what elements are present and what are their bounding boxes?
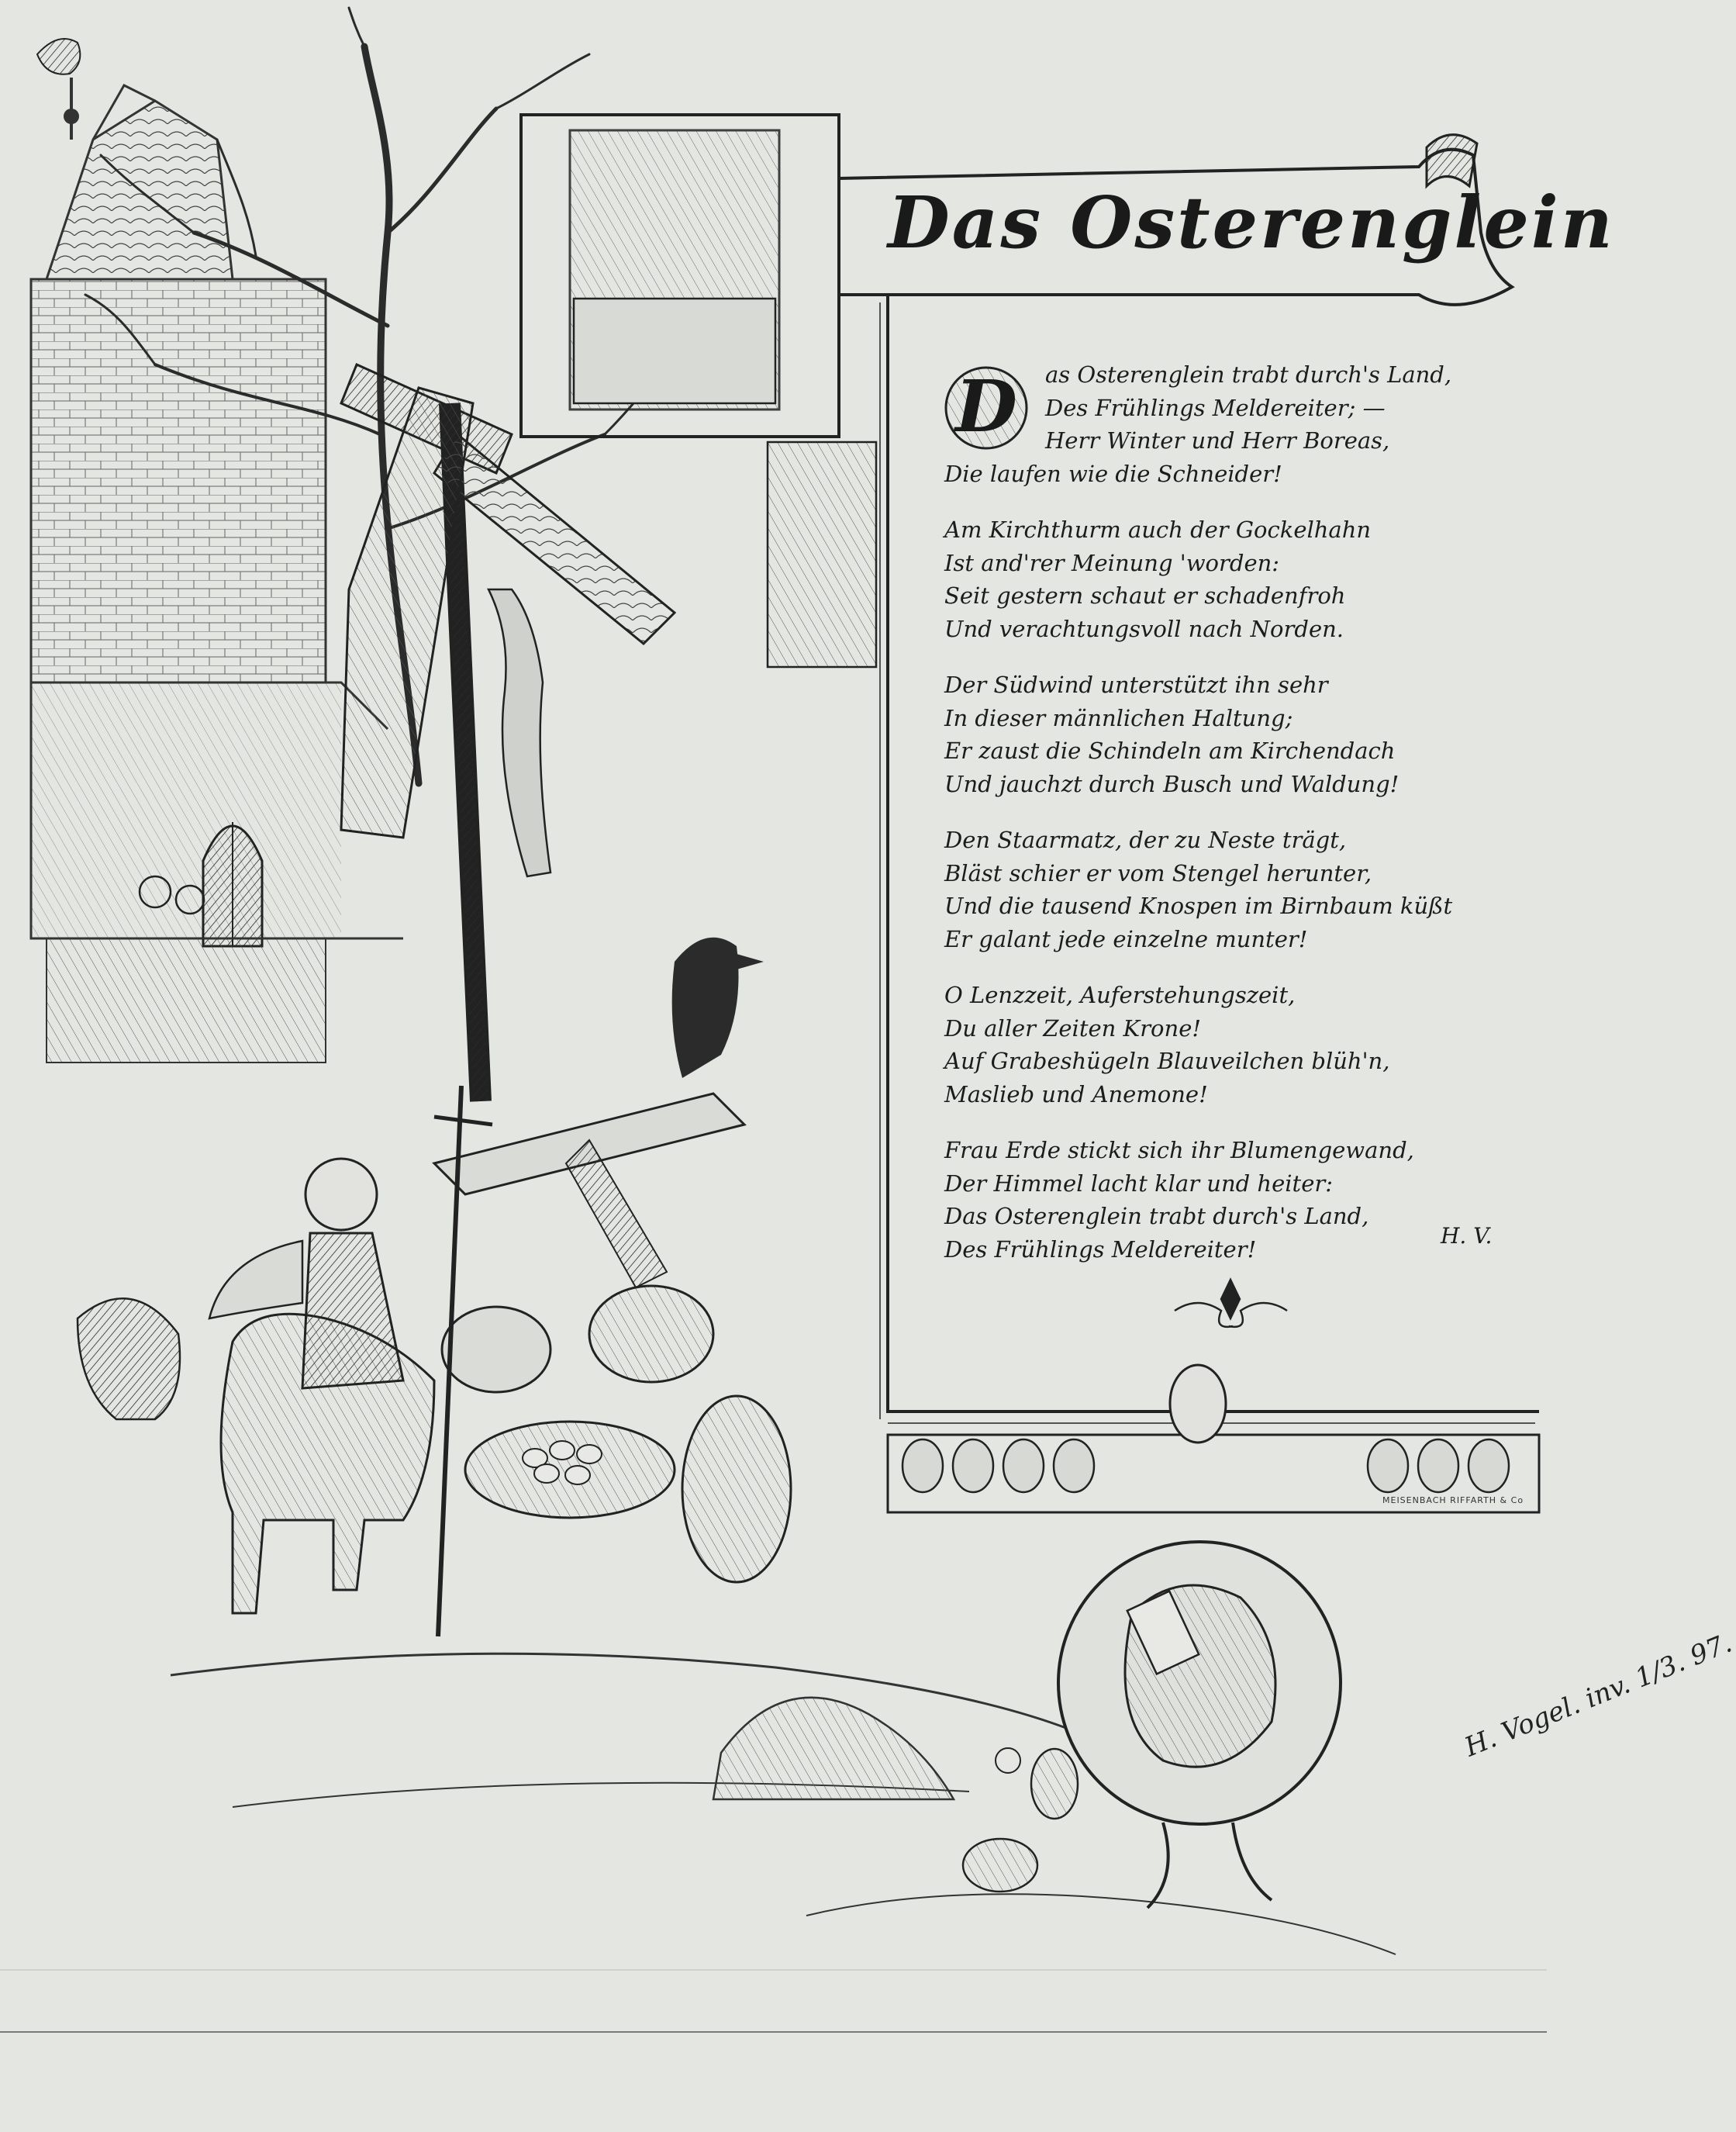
poem-line: Seit gestern schaut er schadenfroh	[944, 582, 1346, 609]
poem-line: Der Himmel lacht klar und heiter:	[944, 1170, 1333, 1197]
drop-cap-letter: D	[955, 365, 1017, 448]
stanza-4	[944, 824, 1487, 955]
poem-line: O Lenzzeit, Auferstehungszeit,	[944, 982, 1296, 1008]
poem-line: Er zaust die Schindeln am Kirchendach	[944, 738, 1396, 764]
poem	[944, 358, 1487, 1289]
drop-cap-ornament	[941, 357, 1031, 459]
poem-line: Ist and'rer Meinung 'worden:	[944, 549, 1280, 576]
poem-line: Bläst schier er vom Stengel herunter,	[944, 859, 1372, 886]
egg-border	[888, 1365, 1539, 1512]
poem-line: Auf Grabeshügeln Blauveilchen blüh'n,	[944, 1048, 1390, 1074]
angel-on-lamb-drawing	[78, 1086, 791, 1636]
artist-signature: H. Vogel. inv. 1/3. 97.	[1460, 1627, 1736, 1764]
poem-line: Er galant jede einzelne munter!	[944, 925, 1308, 952]
poem-author-initials: H. V.	[1441, 1223, 1493, 1249]
poem-line: Und die tausend Knospen im Birnbaum küßt	[944, 893, 1453, 919]
poem-line: Die laufen wie die Schneider!	[944, 460, 1282, 487]
gnome-medallion	[1058, 1542, 1341, 1908]
poem-line: as Osterenglein trabt durch's Land,	[1045, 361, 1452, 388]
poem-line: Maslieb und Anemone!	[944, 1080, 1208, 1107]
poem-line: Herr Winter und Herr Boreas,	[1045, 427, 1390, 454]
poem-line: Des Frühlings Meldereiter!	[944, 1235, 1257, 1263]
church-drawing	[31, 39, 403, 1063]
poem-line: Frau Erde stickt sich ihr Blumengewand,	[944, 1137, 1414, 1163]
engraver-credit: MEISENBACH RIFFARTH & Co	[1382, 1495, 1524, 1505]
poem-line: Und verachtungsvoll nach Norden.	[944, 615, 1344, 642]
poem-line: Des Frühlings Meldereiter; —	[1045, 394, 1386, 421]
stanza-3	[944, 669, 1487, 800]
poem-line: Den Staarmatz, der zu Neste trägt,	[944, 827, 1347, 853]
frogs-drawing	[963, 1748, 1078, 1892]
page-title: Das Osterenglein	[888, 181, 1615, 264]
poem-line: Das Osterenglein trabt durch's Land,	[944, 1203, 1369, 1229]
poem-line: Am Kirchthurm auch der Gockelhahn	[944, 517, 1372, 543]
poem-line: Du aller Zeiten Krone!	[944, 1014, 1202, 1042]
poem-line: In dieser männlichen Haltung;	[944, 704, 1293, 731]
poem-line: Der Südwind unterstützt ihn sehr	[944, 672, 1328, 698]
stanza-5	[944, 979, 1487, 1111]
stanza-6	[944, 1134, 1487, 1266]
poem-line: Und jauchzt durch Busch und Waldung!	[944, 770, 1399, 797]
stanza-2	[944, 513, 1487, 645]
